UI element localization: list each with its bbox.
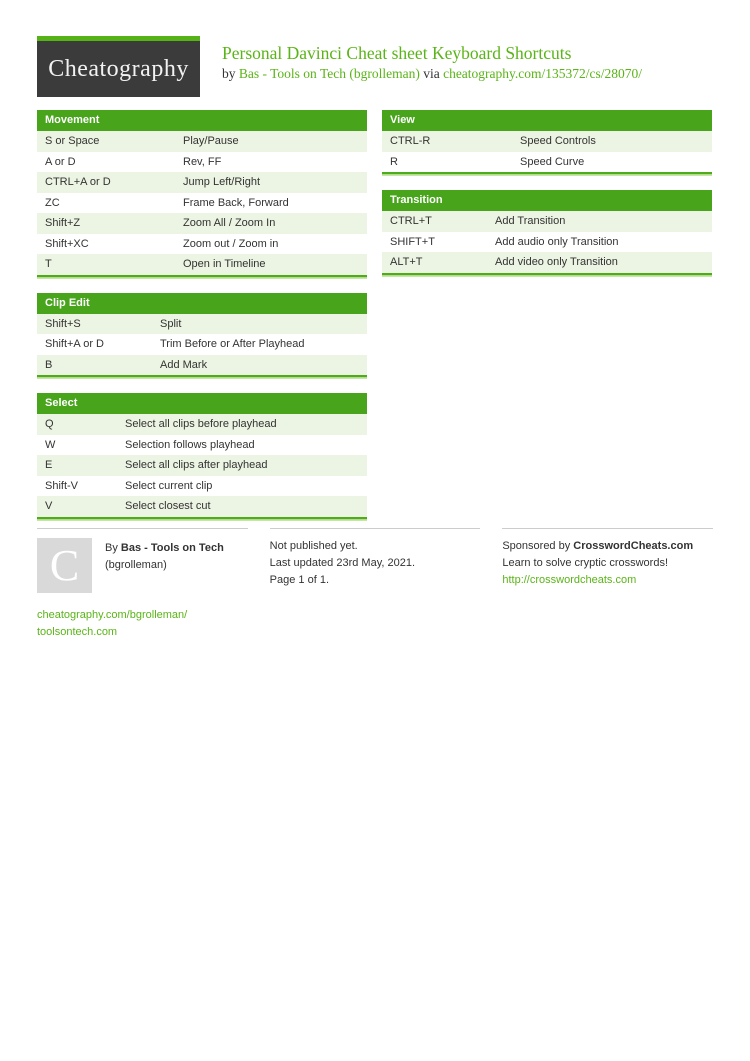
shortcut-row xyxy=(37,131,367,152)
shortcut-key: CTRL-R xyxy=(382,131,512,152)
author-profile-link[interactable]: cheatography.com/bgrolleman/ xyxy=(37,608,188,621)
sheet-url-link[interactable]: cheatography.com/135372/cs/28070/ xyxy=(443,66,643,81)
shortcut-description: Open in Timeline xyxy=(175,254,367,275)
card-bottom-rule xyxy=(37,517,367,521)
card-select xyxy=(37,393,367,521)
author-name: Bas - Tools on Tech xyxy=(120,541,224,554)
sponsor-line xyxy=(502,538,713,555)
shortcut-key: Shift+Z xyxy=(37,213,175,234)
last-updated: Last updated 23rd May, 2021. xyxy=(269,556,416,569)
shortcut-description: Select all clips after playhead xyxy=(117,455,367,476)
footer-sponsor-column xyxy=(502,528,713,641)
shortcut-key: W xyxy=(45,438,56,451)
shortcut-description: Frame Back, Forward xyxy=(183,196,289,209)
shortcut-key: Shift-V xyxy=(45,479,79,492)
shortcut-description: Speed Controls xyxy=(512,131,712,152)
card-view xyxy=(382,110,712,176)
author-by-line xyxy=(105,540,224,557)
shortcut-description: Speed Curve xyxy=(520,155,585,168)
card-bottom-rule xyxy=(382,273,712,277)
avatar-letter: C xyxy=(49,540,80,590)
shortcut-row xyxy=(37,435,367,456)
shortcut-description: Trim Before or After Playhead xyxy=(160,338,305,350)
shortcut-description: Jump Left/Right xyxy=(175,172,367,193)
shortcut-key: SHIFT+T xyxy=(390,235,435,248)
shortcut-row xyxy=(382,211,712,232)
card-transition xyxy=(382,190,712,277)
footer-author-column xyxy=(37,528,248,641)
shortcut-description: Select current clip xyxy=(125,479,213,492)
movement-table xyxy=(37,131,367,275)
page-count: Page 1 of 1. xyxy=(269,573,329,586)
shortcut-row xyxy=(37,234,367,255)
logo-text: Cheatography xyxy=(48,55,189,82)
shortcut-description: Add Transition xyxy=(487,211,712,232)
card-movement-title: Movement xyxy=(37,110,367,131)
shortcut-description: Zoom All / Zoom In xyxy=(175,213,367,234)
author-row xyxy=(37,538,248,593)
shortcut-row xyxy=(382,131,712,152)
card-clip-edit-title: Clip Edit xyxy=(37,293,367,314)
shortcut-row xyxy=(382,252,712,273)
sponsor-prefix: Sponsored by xyxy=(502,539,571,552)
author-website-link[interactable]: toolsontech.com xyxy=(37,625,118,638)
author-username: (bgrolleman) xyxy=(105,558,167,571)
shortcut-row xyxy=(37,254,367,275)
select-table xyxy=(37,414,367,517)
shortcut-key: Shift+A or D xyxy=(45,338,105,350)
shortcut-description: Add video only Transition xyxy=(487,252,712,273)
shortcut-row xyxy=(37,152,367,173)
transition-table xyxy=(382,211,712,273)
shortcut-key: E xyxy=(37,455,117,476)
shortcut-key: Q xyxy=(37,414,117,435)
shortcut-key: S or Space xyxy=(37,131,175,152)
author-links xyxy=(37,607,248,641)
shortcut-key: B xyxy=(37,355,152,376)
shortcut-description: Rev, FF xyxy=(183,155,222,168)
byline-by-text: by xyxy=(222,66,236,81)
sponsor-tagline: Learn to solve cryptic crosswords! xyxy=(502,556,669,569)
shortcut-description: Add audio only Transition xyxy=(495,235,619,248)
title-block xyxy=(222,36,642,82)
shortcut-row xyxy=(37,172,367,193)
shortcut-row xyxy=(382,152,712,173)
view-table xyxy=(382,131,712,172)
shortcut-key: CTRL+A or D xyxy=(37,172,175,193)
card-bottom-rule xyxy=(37,275,367,279)
cards-area xyxy=(37,110,713,521)
card-view-title: View xyxy=(382,110,712,131)
clip-edit-table xyxy=(37,314,367,376)
shortcut-row xyxy=(37,496,367,517)
shortcut-key: A or D xyxy=(45,155,76,168)
shortcut-description: Select closest cut xyxy=(117,496,367,517)
shortcut-key: R xyxy=(390,155,398,168)
header xyxy=(37,36,713,97)
cheatography-logo[interactable] xyxy=(37,36,200,97)
shortcut-key: V xyxy=(37,496,117,517)
shortcut-description: Split xyxy=(152,314,367,335)
avatar[interactable] xyxy=(37,538,92,593)
right-column xyxy=(382,110,712,521)
byline xyxy=(222,66,642,82)
card-bottom-rule xyxy=(37,375,367,379)
by-prefix: By xyxy=(105,541,118,554)
card-transition-title: Transition xyxy=(382,190,712,211)
card-movement xyxy=(37,110,367,279)
left-column xyxy=(37,110,367,521)
page-title: Personal Davinci Cheat sheet Keyboard Shortcuts xyxy=(222,43,572,63)
card-select-title: Select xyxy=(37,393,367,414)
author-meta xyxy=(105,538,224,593)
sponsor-link[interactable]: http://crosswordcheats.com xyxy=(502,573,637,586)
shortcut-key: Shift+S xyxy=(37,314,152,335)
shortcut-description: Selection follows playhead xyxy=(125,438,255,451)
author-link[interactable]: Bas - Tools on Tech (bgrolleman) xyxy=(238,66,420,81)
shortcut-key: T xyxy=(37,254,175,275)
shortcut-row xyxy=(37,355,367,376)
shortcut-key: Shift+XC xyxy=(45,237,89,250)
publish-status: Not published yet. xyxy=(269,539,358,552)
shortcut-row xyxy=(37,213,367,234)
shortcut-description: Select all clips before playhead xyxy=(117,414,367,435)
shortcut-row xyxy=(37,455,367,476)
footer-status-column xyxy=(270,528,481,641)
footer xyxy=(37,528,713,641)
shortcut-key: ALT+T xyxy=(382,252,487,273)
sponsor-name: CrosswordCheats.com xyxy=(573,539,694,552)
shortcut-row xyxy=(37,334,367,355)
shortcut-row xyxy=(37,193,367,214)
shortcut-row xyxy=(37,314,367,335)
shortcut-description: Play/Pause xyxy=(175,131,367,152)
shortcut-description: Zoom out / Zoom in xyxy=(183,237,279,250)
card-bottom-rule xyxy=(382,172,712,176)
byline-via-text: via xyxy=(423,66,440,81)
shortcut-row xyxy=(37,414,367,435)
card-clip-edit xyxy=(37,293,367,380)
shortcut-row xyxy=(37,476,367,497)
shortcut-description: Add Mark xyxy=(152,355,367,376)
shortcut-row xyxy=(382,232,712,253)
shortcut-key: ZC xyxy=(45,196,60,209)
shortcut-key: CTRL+T xyxy=(382,211,487,232)
